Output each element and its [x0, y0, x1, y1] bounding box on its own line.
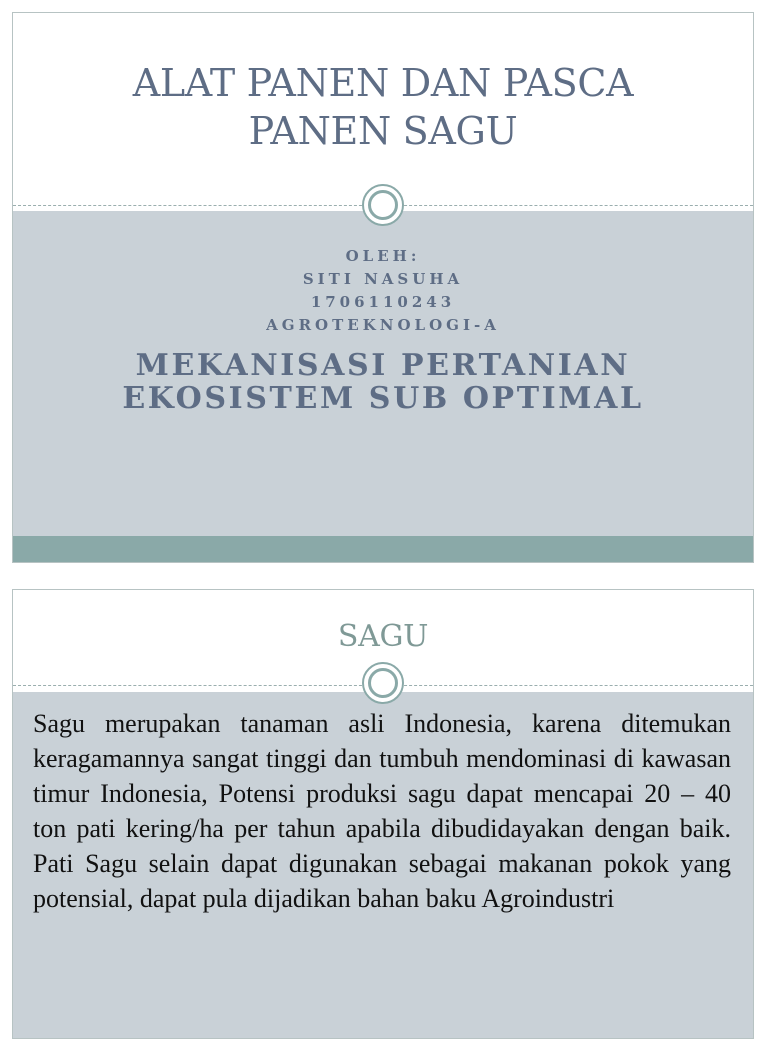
circle-ornament-icon: [362, 184, 404, 226]
footer-band: [13, 536, 753, 562]
course-title-line-1: MEKANISASI PERTANIAN: [135, 348, 631, 383]
section-title: SAGU: [337, 618, 429, 654]
author-block: [13, 245, 753, 337]
author-name: SITI NASUHA: [302, 270, 464, 288]
study-program: AGROTEKNOLOGI-A: [266, 316, 500, 334]
slide-title: [12, 12, 754, 563]
student-id: 1706110243: [310, 293, 456, 311]
title-area: [13, 13, 753, 201]
author-label: OLEH:: [345, 247, 421, 265]
body-paragraph: Sagu merupakan tanaman asli Indonesia, karena ditemukan keragamannya sangat tinggi dan tumbuh mendominasi di kawasan timur Indonesia, Potensi produksi sagu dapat mencapai 20 – 40 ton pati kering/ha per tahun apabila dibudidayakan dengan baik. Pati Sagu selain dapat digunakan sebagai makanan pokok yang potensial, dapat pula dijadikan bahan baku Agroindustri: [33, 709, 731, 913]
course-title: [13, 349, 753, 415]
course-title-line-2: EKOSISTEM SUB OPTIMAL: [122, 381, 644, 416]
page-title: ALAT PANEN DAN PASCA PANEN SAGU: [132, 61, 634, 153]
circle-ornament-icon: [362, 662, 404, 704]
slide-sagu: [12, 589, 754, 1039]
